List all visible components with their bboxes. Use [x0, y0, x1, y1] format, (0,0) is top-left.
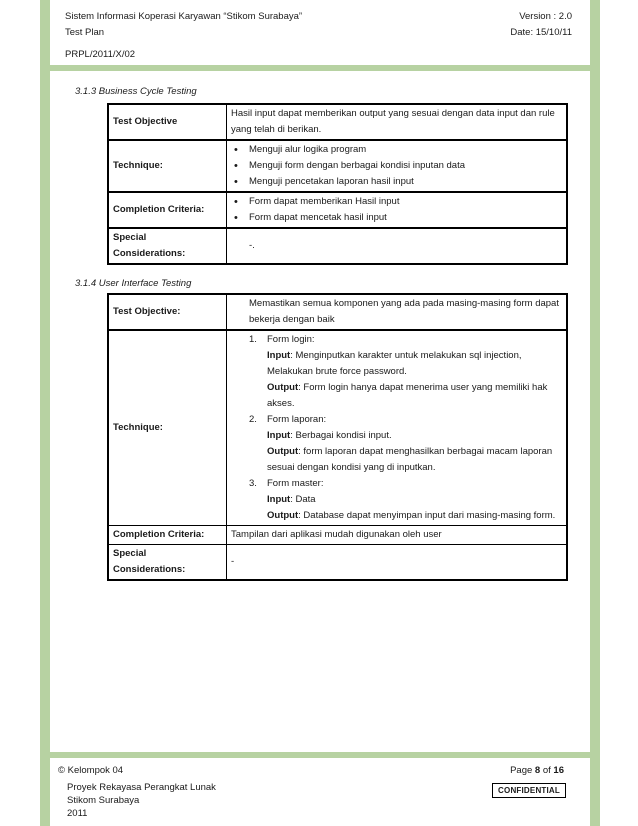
input-text: : Berbagai kondisi input.: [290, 430, 392, 441]
step-output: [267, 508, 562, 524]
objective-text: [227, 294, 568, 330]
user-interface-table: [107, 293, 568, 581]
header-title: Sistem Informasi Koperasi Karyawan “Stikom Surabaya”: [65, 11, 303, 22]
special-value: -: [227, 545, 568, 581]
technique-label: Technique:: [108, 330, 227, 526]
objective-text: Hasil input dapat memberikan output yang sesuai dengan data input dan rule yang telah di berikan.: [227, 104, 568, 140]
special-value: [227, 228, 568, 264]
output-label: Output: [267, 446, 299, 457]
footer-course: Proyek Rekayasa Perangkat Lunak: [67, 782, 216, 793]
confidential-badge: CONFIDENTIAL: [492, 783, 566, 798]
header-divider: [40, 65, 600, 71]
footer-year: 2011: [67, 808, 88, 819]
table-row: [108, 228, 567, 264]
page-header-left: [65, 9, 302, 63]
footer-divider: [40, 752, 600, 758]
footer-institution: Stikom Surabaya: [67, 795, 140, 806]
objective-label: Test Objective:: [108, 294, 227, 330]
header-doc-id: PRPL/2011/X/02: [65, 49, 136, 60]
header-doc-type: Test Plan: [65, 27, 105, 38]
page-prefix: Page: [510, 765, 535, 776]
table-row: [108, 192, 567, 228]
input-label: Input: [267, 430, 291, 441]
output-label: Output: [267, 382, 299, 393]
table-row: [108, 545, 567, 581]
table-row: [108, 140, 567, 192]
section-title-user-interface: 3.1.4 User Interface Testing: [75, 278, 192, 289]
page-current: 8: [534, 765, 541, 776]
list-item: • Menguji form dengan berbagai kondisi inputan data: [231, 158, 562, 174]
page-footer-left: [58, 764, 216, 820]
special-label-line1: Special: [113, 548, 147, 559]
table-row: [108, 526, 567, 545]
completion-list: [227, 192, 568, 228]
page-of: of: [540, 765, 554, 776]
step-name: Form master:: [267, 478, 324, 489]
left-border-bar: [40, 0, 50, 826]
step-name: Form laporan:: [267, 414, 327, 425]
table-row: [108, 330, 567, 526]
completion-label: Completion Criteria:: [108, 192, 227, 228]
special-label-line1: Special: [113, 232, 147, 243]
input-text: : Menginputkan karakter untuk melakukan sql injection, Melakukan brute force password.: [267, 350, 522, 377]
list-item: [231, 476, 562, 524]
table-row: [108, 104, 567, 140]
output-text: : form laporan dapat menghasilkan berbagai macam laporan sesuai dengan kondisi yang di inputkan.: [267, 446, 553, 473]
step-name: Form login:: [267, 334, 315, 345]
list-item: • Form dapat mencetak hasil input: [231, 210, 562, 226]
step-number: 3.: [249, 478, 257, 489]
header-version: Version : 2.0: [519, 11, 572, 22]
special-label: [108, 228, 227, 264]
technique-steps: [227, 330, 568, 526]
output-label: Output: [267, 510, 299, 521]
output-text: : Database dapat menyimpan input dari masing-masing form.: [298, 510, 556, 521]
table-row: [108, 294, 567, 330]
step-input: [267, 348, 562, 380]
page-header-right: [510, 9, 572, 41]
input-text: : Data: [290, 494, 316, 505]
technique-label: Technique:: [108, 140, 227, 192]
special-value-text: -.: [249, 240, 255, 251]
input-label: Input: [267, 350, 291, 361]
completion-label: Completion Criteria:: [108, 526, 227, 545]
objective-label: Test Objective: [108, 104, 227, 140]
output-text: : Form login hanya dapat menerima user yang memiliki hak akses.: [267, 382, 548, 409]
list-item: • Menguji pencetakan laporan hasil input: [231, 174, 562, 190]
special-label-line2: Considerations:: [113, 564, 186, 575]
step-input: [267, 492, 562, 508]
objective-text-body: Memastikan semua komponen yang ada pada masing-masing form dapat bekerja dengan baik: [249, 298, 559, 325]
header-date: Date: 15/10/11: [510, 27, 572, 38]
list-item: [231, 412, 562, 476]
section-title-business-cycle: 3.1.3 Business Cycle Testing: [75, 86, 197, 97]
technique-list: [227, 140, 568, 192]
footer-copyright: © Kelompok 04: [58, 765, 124, 776]
step-number: 2.: [249, 414, 257, 425]
step-input: [267, 428, 562, 444]
business-cycle-table: [107, 103, 568, 265]
completion-text: Tampilan dari aplikasi mudah digunakan oleh user: [227, 526, 568, 545]
step-output: [267, 444, 562, 476]
special-label-line2: Considerations:: [113, 248, 186, 259]
list-item: [231, 332, 562, 412]
list-item: • Menguji alur logika program: [231, 142, 562, 158]
special-label: [108, 545, 227, 581]
input-label: Input: [267, 494, 291, 505]
step-number: 1.: [249, 334, 257, 345]
page-number: [510, 764, 564, 777]
right-border-bar: [590, 0, 600, 826]
step-output: [267, 380, 562, 412]
page-total: 16: [553, 765, 564, 776]
list-item: • Form dapat memberikan Hasil input: [231, 194, 562, 210]
